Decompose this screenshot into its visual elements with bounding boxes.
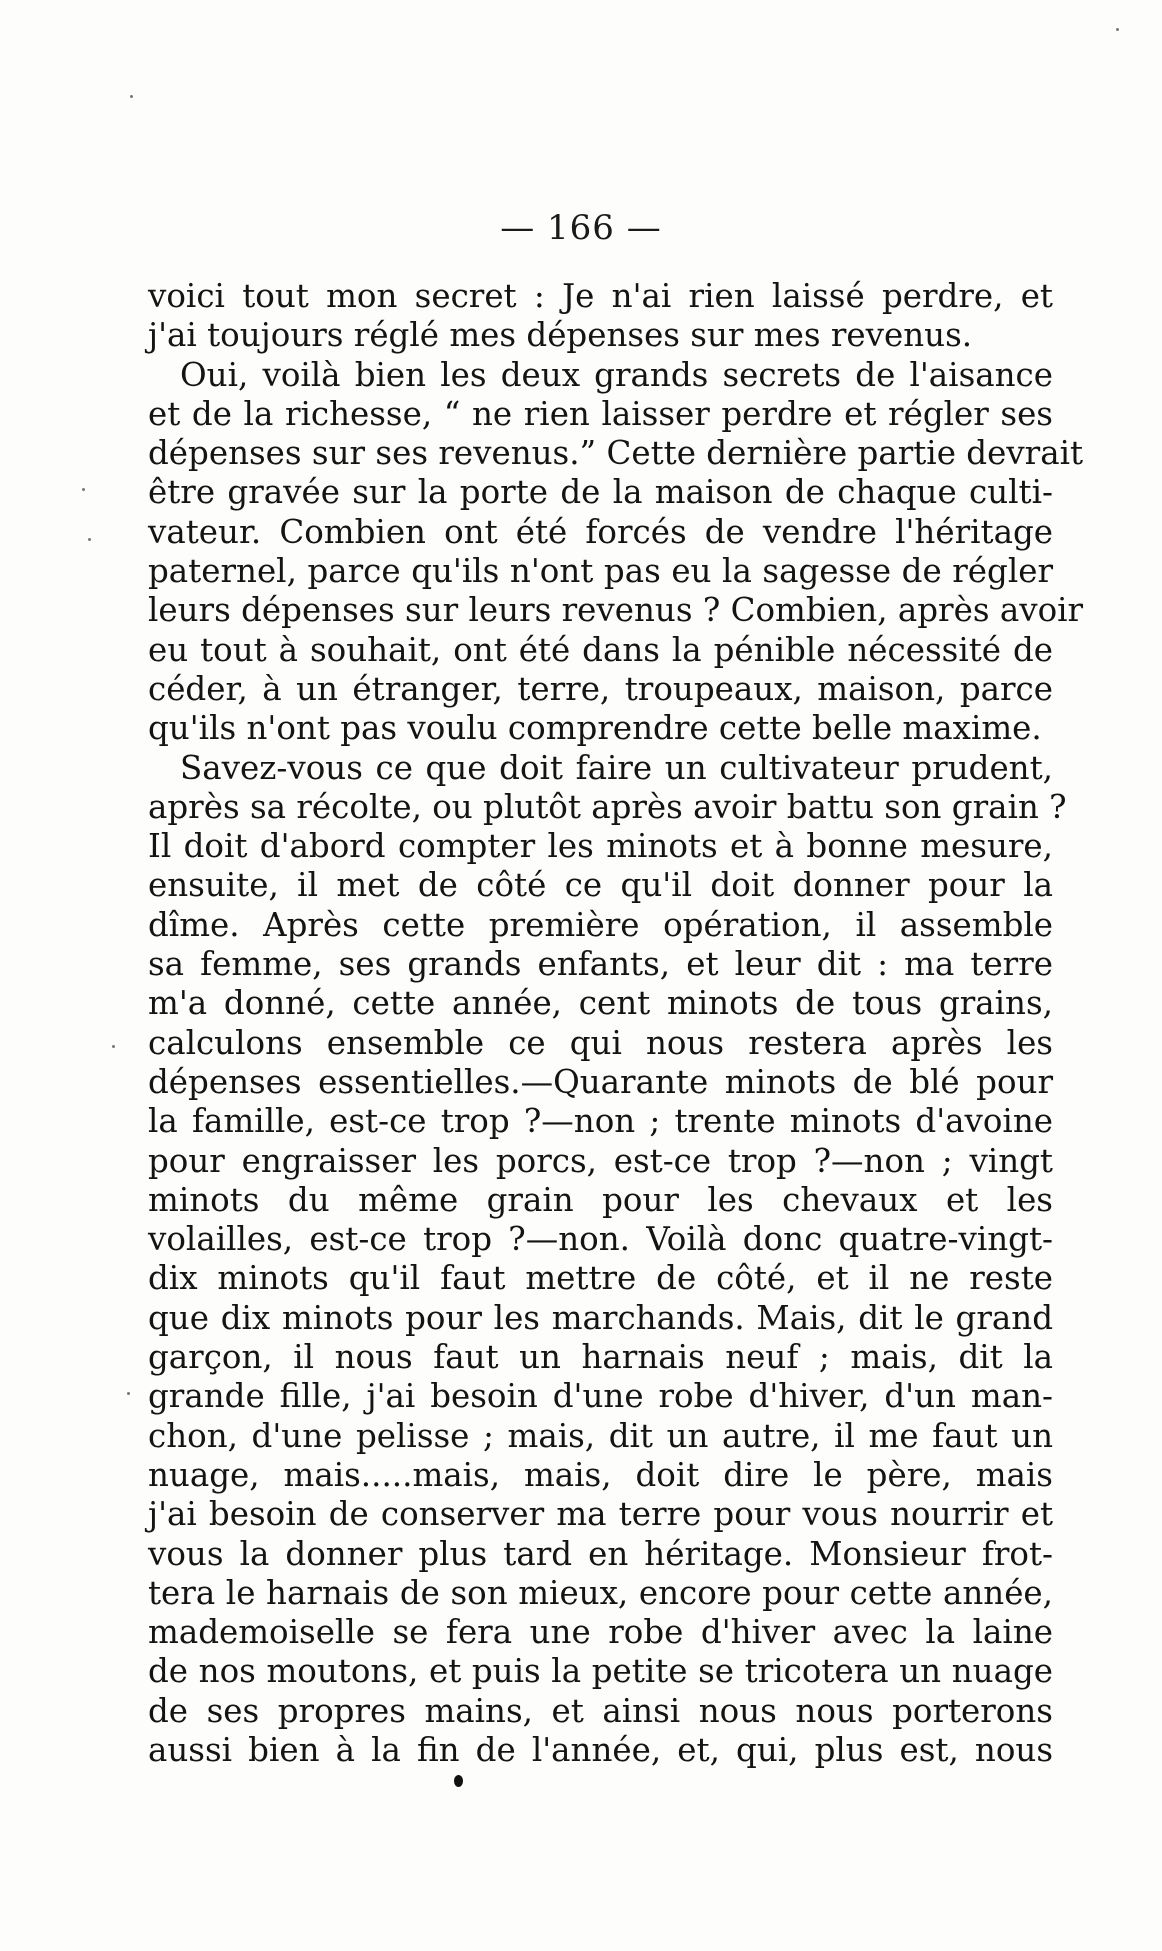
ink-speck	[82, 488, 85, 491]
ink-dot-mark	[454, 1775, 463, 1787]
text-line: Oui, voilà bien les deux grands secrets de l'aisance	[180, 355, 1053, 394]
text-line: vous la donner plus tard en héritage. Monsieur frot-	[148, 1534, 1053, 1573]
text-line: la famille, est-ce trop ?—non ; trente minots d'avoine	[148, 1102, 1053, 1141]
text-line: dix minots qu'il faut mettre de côté, et il ne reste	[148, 1259, 1053, 1298]
ink-speck	[112, 1045, 115, 1048]
text-line: paternel, parce qu'ils n'ont pas eu la sagesse de régler	[148, 552, 1053, 591]
text-line: Savez-vous ce que doit faire un cultivateur prudent,	[180, 748, 1053, 787]
text-line: minots du même grain pour les chevaux et les	[148, 1180, 1053, 1219]
text-line: être gravée sur la porte de la maison de chaque culti-	[148, 473, 1053, 512]
text-line: aussi bien à la fin de l'année, et, qui, plus est, nous	[148, 1730, 1053, 1769]
text-line: vateur. Combien ont été forcés de vendre l'héritage	[148, 512, 1053, 551]
ink-speck	[88, 538, 91, 541]
text-line: mademoiselle se fera une robe d'hiver avec la laine	[148, 1613, 1053, 1652]
ink-speck	[130, 95, 133, 98]
body-text	[148, 277, 1084, 1770]
ink-speck	[127, 1392, 130, 1395]
text-line: et de la richesse, “ ne rien laisser perdre et régler ses	[148, 394, 1053, 433]
page-number: — 166 —	[500, 208, 662, 248]
text-line: après sa récolte, ou plutôt après avoir battu son grain ?	[148, 787, 1067, 826]
text-line: dépenses sur ses revenus.” Cette dernière partie devrait	[148, 434, 1084, 473]
text-line: de ses propres mains, et ainsi nous nous porterons	[148, 1691, 1053, 1730]
text-line: eu tout à souhait, ont été dans la pénible nécessité de	[148, 630, 1053, 669]
text-line: Il doit d'abord compter les minots et à bonne mesure,	[148, 827, 1053, 866]
text-line: que dix minots pour les marchands. Mais, dit le grand	[148, 1298, 1053, 1337]
text-line: j'ai besoin de conserver ma terre pour vous nourrir et	[148, 1495, 1053, 1534]
ink-speck	[1116, 28, 1119, 31]
text-line: dîme. Après cette première opération, il assemble	[148, 905, 1053, 944]
text-line: grande fille, j'ai besoin d'une robe d'hiver, d'un man-	[148, 1377, 1053, 1416]
text-line: volailles, est-ce trop ?—non. Voilà donc quatre-vingt-	[148, 1220, 1053, 1259]
text-line: céder, à un étranger, terre, troupeaux, maison, parce	[148, 669, 1053, 708]
text-line: chon, d'une pelisse ; mais, dit un autre, il me faut un	[148, 1416, 1053, 1455]
text-line: calculons ensemble ce qui nous restera après les	[148, 1023, 1053, 1062]
text-line: ensuite, il met de côté ce qu'il doit donner pour la	[148, 866, 1053, 905]
text-line: sa femme, ses grands enfants, et leur dit : ma terre	[148, 945, 1053, 984]
text-line: nuage, mais.....mais, mais, doit dire le père, mais	[148, 1455, 1053, 1494]
text-line: voici tout mon secret : Je n'ai rien laissé perdre, et	[148, 277, 1053, 315]
text-line: dépenses essentielles.—Quarante minots de blé pour	[148, 1062, 1053, 1101]
text-line: tera le harnais de son mieux, encore pour cette année,	[148, 1573, 1053, 1612]
text-line: leurs dépenses sur leurs revenus ? Combien, après avoir	[148, 591, 1084, 630]
text-line: de nos moutons, et puis la petite se tricotera un nuage	[148, 1652, 1053, 1691]
text-line: qu'ils n'ont pas voulu comprendre cette belle maxime.	[148, 709, 1042, 748]
text-line: m'a donné, cette année, cent minots de tous grains,	[148, 984, 1053, 1023]
text-line: j'ai toujours réglé mes dépenses sur mes revenus.	[148, 316, 973, 355]
text-line: pour engraisser les porcs, est-ce trop ?—non ; vingt	[148, 1141, 1053, 1180]
text-line: garçon, il nous faut un harnais neuf ; mais, dit la	[148, 1338, 1053, 1377]
